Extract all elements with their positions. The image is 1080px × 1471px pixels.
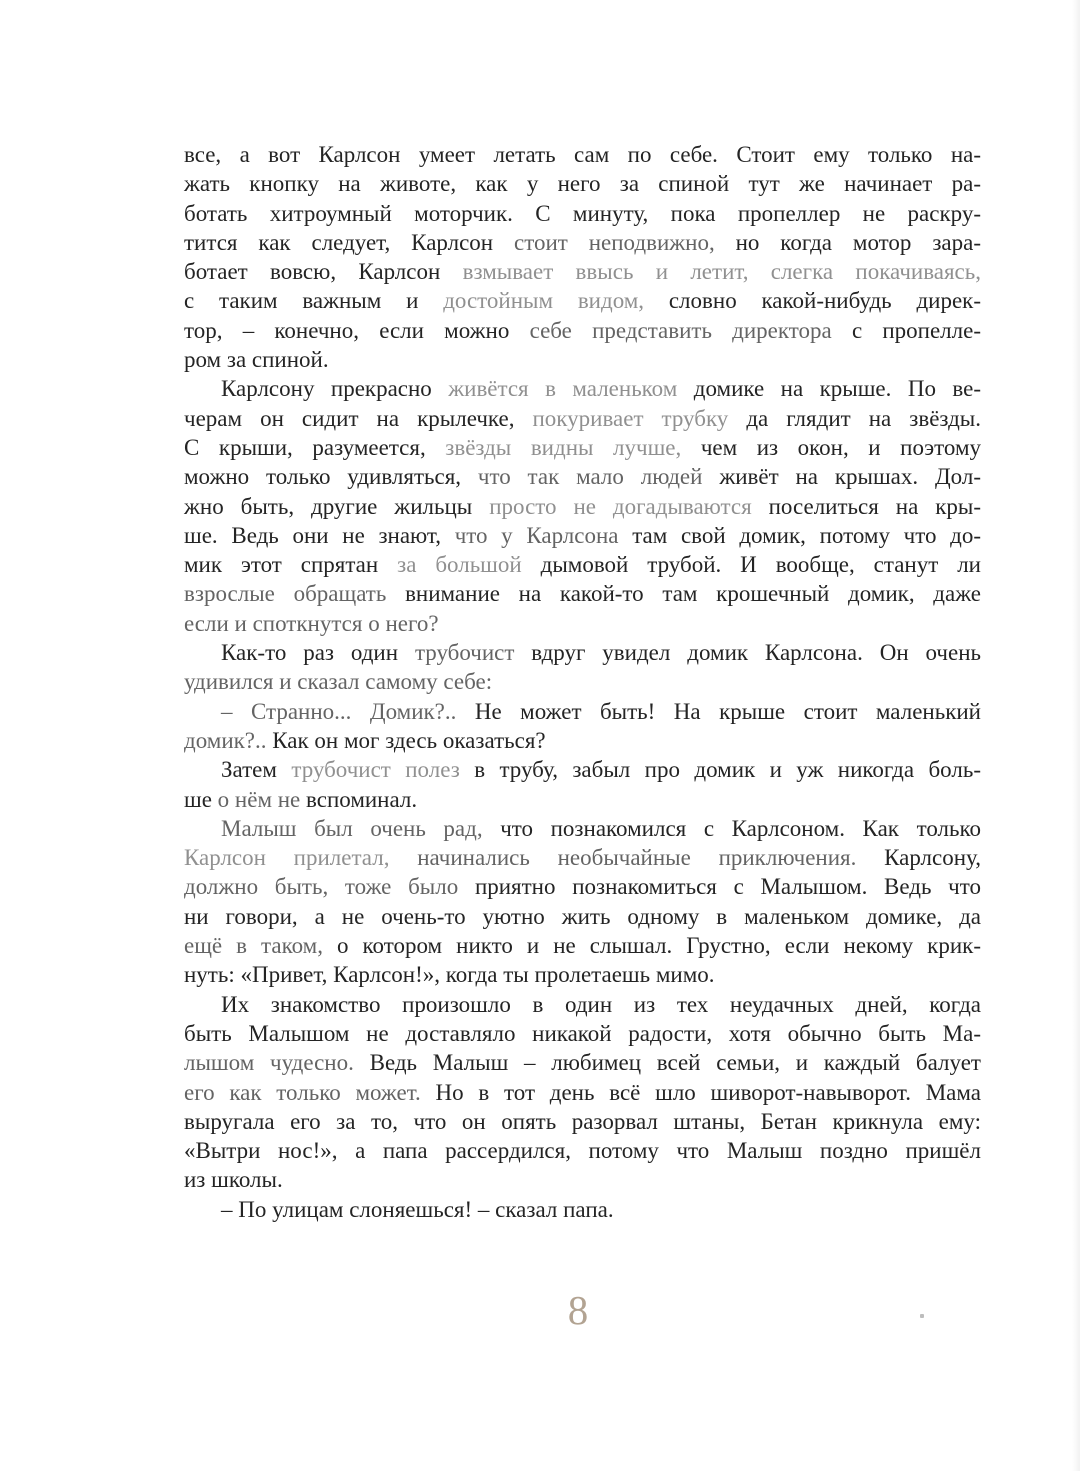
text-segment: себе представить директора	[529, 317, 852, 343]
text-line	[184, 345, 981, 374]
text-segment: Карлсону,	[884, 845, 981, 871]
text-segment: живёт на крышах. Дол-	[719, 464, 982, 490]
text-segment: звёзды видны лучше,	[445, 434, 682, 460]
page-number: 8	[567, 1287, 589, 1333]
text-segment: покуривает трубку	[532, 405, 747, 431]
text-line	[184, 902, 981, 931]
text-segment: вспоминал.	[306, 786, 418, 812]
text-line	[184, 140, 981, 169]
text-segment: взрослые обращать	[184, 581, 406, 607]
text-line	[184, 667, 981, 696]
text-line	[184, 1195, 981, 1224]
text-segment: мик этот спрятан	[184, 552, 398, 578]
text-line	[184, 169, 981, 198]
text-segment: ни говори, а не очень-то уютно жить одному в маленьком домике, да	[184, 903, 981, 929]
text-segment: домик?..	[184, 727, 273, 753]
text-segment: жно быть, другие жильцы	[184, 493, 490, 519]
text-line	[184, 1048, 981, 1077]
text-line	[184, 638, 981, 667]
text-line	[184, 374, 981, 403]
text-line	[184, 872, 981, 901]
text-line	[184, 990, 981, 1019]
text-segment: стоит неподвижно,	[514, 229, 715, 255]
text-segment: ботает вовсю, Карлсон	[184, 259, 463, 285]
scan-speck	[920, 1314, 924, 1318]
text-line	[184, 726, 981, 755]
text-segment: с пропелле-	[851, 317, 982, 343]
text-segment: да глядит на звёзды.	[746, 405, 981, 431]
text-segment: ше. Ведь они не знают,	[184, 522, 455, 548]
text-segment: Но в тот день всё шло шиворот-навыворот. Мама	[435, 1079, 981, 1105]
text-segment: Как он мог здесь оказаться?	[272, 727, 546, 753]
text-line	[184, 1107, 981, 1136]
text-segment: домике на крыше. По ве-	[693, 376, 981, 402]
text-line	[184, 609, 981, 638]
text-segment: начинались необычайные приключения.	[417, 845, 885, 871]
text-segment: тится как следует, Карлсон	[184, 229, 514, 255]
text-segment: что так мало людей	[477, 464, 720, 490]
text-line	[184, 492, 981, 521]
text-segment: быть Малышом не доставляло никакой радости, хотя обычно быть Ма-	[184, 1020, 981, 1046]
text-segment: ше	[184, 786, 218, 812]
text-line	[184, 550, 981, 579]
text-segment: за большой	[397, 552, 541, 578]
text-segment: Карлсон прилетал,	[184, 845, 418, 871]
text-segment: Малыш был очень рад,	[221, 815, 501, 841]
text-segment: Ведь Малыш – любимец всей семьи, и каждый балует	[369, 1050, 981, 1076]
text-segment: жать кнопку на животе, как у него за спиной тут же начинает ра-	[184, 171, 981, 197]
text-line	[184, 257, 981, 286]
text-segment: лышом чудесно.	[184, 1050, 370, 1076]
text-segment: трубочист полез	[291, 757, 475, 783]
text-segment: Как-то раз один	[221, 640, 415, 666]
text-line	[184, 521, 981, 550]
text-line	[184, 199, 981, 228]
text-segment: в трубу, забыл про домик и уж никогда боль-	[474, 757, 982, 783]
text-segment: из школы.	[184, 1167, 283, 1193]
text-segment: о нём не	[217, 786, 307, 812]
text-segment: Карлсону прекрасно	[221, 376, 449, 402]
text-segment: чем из окон, и поэтому	[681, 434, 981, 460]
text-line	[184, 579, 981, 608]
text-line	[184, 1078, 981, 1107]
text-line	[184, 843, 981, 872]
text-block	[184, 140, 981, 1224]
text-segment: Их знакомство произошло в один из тех неудачных дней, когда	[221, 991, 981, 1017]
text-line	[184, 1136, 981, 1165]
text-segment: тор, – конечно, если можно	[184, 317, 530, 343]
text-line	[184, 755, 981, 784]
text-segment: нуть: «Привет, Карлсон!», когда ты пролетаешь мимо.	[184, 962, 715, 988]
text-segment: живётся в маленьком	[448, 376, 694, 402]
text-line	[184, 228, 981, 257]
text-segment: что познакомился с Карлсоном. Как только	[500, 815, 981, 841]
text-segment: внимание на какой-то там крошечный домик, даже	[405, 581, 981, 607]
text-line	[184, 404, 981, 433]
text-line	[184, 1019, 981, 1048]
text-segment: удивился и сказал самому себе:	[184, 669, 493, 695]
text-segment: «Вытри нос!», а папа рассердился, потому что Малыш поздно пришёл	[184, 1138, 981, 1164]
text-segment: с таким важным и	[184, 288, 444, 314]
text-line	[184, 960, 981, 989]
text-segment: взмывает ввысь и летит, слегка покачиваясь,	[462, 259, 981, 285]
text-segment: С крыши, разумеется,	[184, 434, 446, 460]
text-segment: должно быть, тоже было	[184, 874, 475, 900]
text-segment: ром за спиной.	[184, 347, 329, 373]
text-segment: его как только может.	[184, 1079, 436, 1105]
text-segment: можно только удивляться,	[184, 464, 478, 490]
text-line	[184, 316, 981, 345]
text-segment: достойным видом,	[443, 288, 645, 314]
text-segment: там свой домик, потому что до-	[632, 522, 981, 548]
text-segment: но когда мотор зара-	[714, 229, 981, 255]
text-line	[184, 1165, 981, 1194]
text-line	[184, 697, 981, 726]
text-segment: все, а вот Карлсон умеет летать сам по себе. Стоит ему только на-	[184, 142, 981, 167]
text-line	[184, 433, 981, 462]
text-segment: ещё в таком,	[184, 933, 337, 959]
text-segment: выругала его за то, что он опять разорвал штаны, Бетан крикнула ему:	[184, 1108, 981, 1134]
text-segment: если и споткнутся о него?	[184, 610, 439, 636]
text-segment: просто не догадываются	[489, 493, 769, 519]
text-line	[184, 931, 981, 960]
text-segment: Затем	[221, 757, 292, 783]
text-segment: ботать хитроумный моторчик. С минуту, пока пропеллер не раскру-	[184, 200, 981, 226]
text-segment: дымовой трубой. И вообще, станут ли	[540, 552, 981, 578]
text-segment: что у Карлсона	[454, 522, 633, 548]
text-segment: приятно познакомиться с Малышом. Ведь что	[474, 874, 981, 900]
text-segment: вдруг увидел домик Карлсона. Он очень	[531, 640, 981, 666]
text-segment: словно какой-нибудь дирек-	[644, 288, 981, 314]
text-segment: трубочист	[414, 640, 532, 666]
text-line	[184, 785, 981, 814]
text-segment: – По улицам слоняешься! – сказал папа.	[221, 1196, 614, 1222]
text-line	[184, 462, 981, 491]
text-line	[184, 286, 981, 315]
text-segment: Не может быть! На крыше стоит маленький	[474, 698, 981, 724]
text-segment: – Странно... Домик?..	[221, 698, 475, 724]
text-segment: черам он сидит на крылечке,	[184, 405, 533, 431]
text-line	[184, 814, 981, 843]
page-edge-shadow	[1072, 0, 1080, 1471]
text-segment: о котором никто и не слышал. Грустно, если некому крик-	[337, 933, 981, 959]
text-segment: поселиться на кры-	[768, 493, 981, 519]
